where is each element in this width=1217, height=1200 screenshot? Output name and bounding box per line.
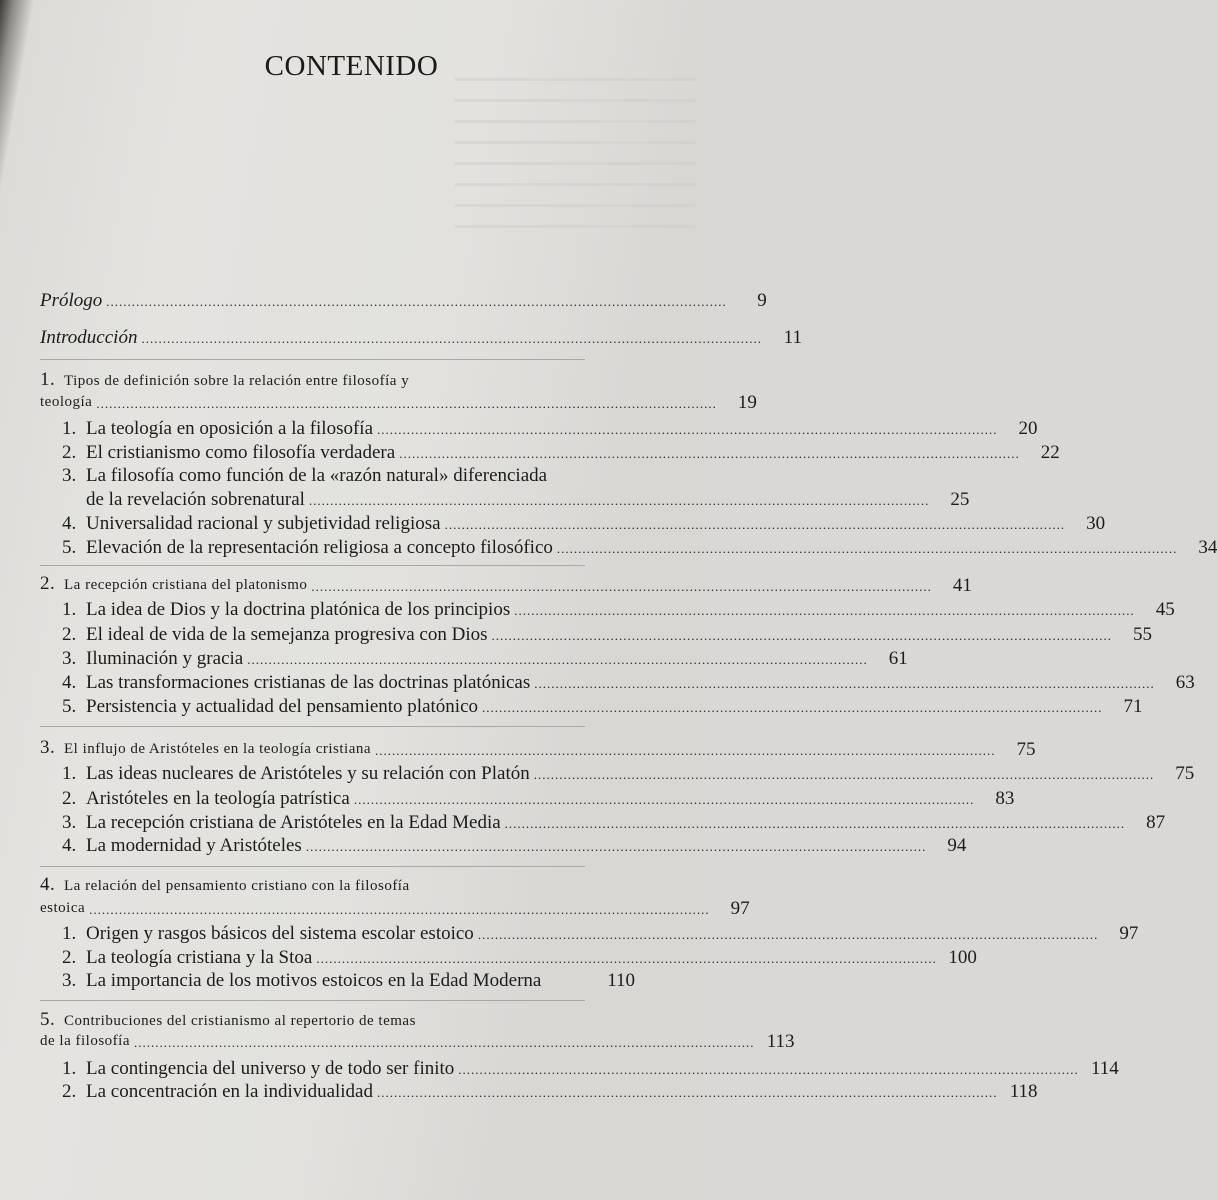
section-title: La teología cristiana y la Stoa <box>86 947 313 968</box>
chapter-4-title <box>40 873 410 898</box>
page-number: 63 <box>1175 672 1195 693</box>
chapter-title-line1: Contribuciones del cristianismo al repertorio de temas <box>64 1013 416 1029</box>
section-number: 2. <box>62 788 77 809</box>
page-number: 41 <box>952 575 972 596</box>
section-4-1 <box>62 922 1139 945</box>
chapter-1-entry <box>40 391 757 414</box>
section-title: Persistencia y actualidad del pensamiento platónico <box>86 696 479 717</box>
section-2-1 <box>62 598 1175 621</box>
chapter-number: 3. <box>40 737 56 758</box>
chapter-number: 5. <box>40 1009 56 1030</box>
section-title: El ideal de vida de la semejanza progresiva con Dios <box>86 624 488 645</box>
chapter-title-line2: teología <box>40 394 93 410</box>
separator <box>40 1000 585 1001</box>
dot-leader: .................................................................................................................................................. <box>458 1062 1079 1077</box>
page-number: 94 <box>947 835 967 856</box>
section-title: La recepción cristiana de Aristóteles en la Edad Media <box>86 812 501 833</box>
section-title: Las transformaciones cristianas de las doctrinas platónicas <box>86 672 531 693</box>
section-number: 4. <box>62 835 77 856</box>
chapter-title-line2: de la filosofía <box>40 1033 130 1049</box>
page-number: 11 <box>783 327 802 348</box>
chapter-2-entry <box>40 572 972 597</box>
dot-leader: .................................................................................................................................................. <box>482 700 1103 715</box>
page-number: 110 <box>607 970 635 991</box>
section-number: 1. <box>62 418 77 439</box>
section-number: 1. <box>62 599 77 620</box>
chapter-title: El influjo de Aristóteles en la teología cristiana <box>64 741 372 757</box>
page-number: 19 <box>737 392 757 413</box>
section-number: 2. <box>62 1081 77 1102</box>
page-number: 34 <box>1198 537 1217 558</box>
page-number: 61 <box>888 648 908 669</box>
section-number: 2. <box>62 947 77 968</box>
section-title: La importancia de los motivos estoicos en la Edad Moderna <box>86 970 542 991</box>
section-title: Universalidad racional y subjetividad religiosa <box>86 513 441 534</box>
section-number: 1. <box>62 923 77 944</box>
section-4-2 <box>62 946 977 969</box>
section-title: Iluminación y gracia <box>86 648 244 669</box>
dot-leader: .................................................................................................................................................. <box>308 493 930 508</box>
page-number: 55 <box>1133 624 1152 645</box>
dot-leader: .................................................................................................................................................. <box>534 676 1155 691</box>
section-5-1 <box>62 1057 1119 1080</box>
section-2-4 <box>62 671 1195 694</box>
dot-leader: .................................................................................................................................................. <box>477 927 1099 942</box>
page-number: 22 <box>1040 442 1060 463</box>
chapter-title-line1: La relación del pensamiento cristiano con la filosofía <box>64 878 410 894</box>
section-number: 5. <box>62 537 77 558</box>
section-title-line1: La filosofía como función de la «razón natural» diferenciada <box>86 465 548 486</box>
section-1-5 <box>62 536 1217 559</box>
section-number: 5. <box>62 696 77 717</box>
section-title: La idea de Dios y la doctrina platónica de los principios <box>86 599 511 620</box>
page-number: 71 <box>1123 696 1143 717</box>
dot-leader: .................................................................................................................................................. <box>556 541 1178 556</box>
section-1-3 <box>62 488 970 511</box>
section-4-3 <box>62 969 635 992</box>
entry-title: Introducción <box>40 327 138 348</box>
section-title: El cristianismo como filosofía verdadera <box>86 442 396 463</box>
separator <box>40 565 585 566</box>
section-number: 1. <box>62 763 77 784</box>
page-number: 114 <box>1091 1058 1119 1079</box>
page-number: 75 <box>1016 739 1036 760</box>
dot-leader: .................................................................................................................................................. <box>377 422 998 437</box>
section-title: La modernidad y Aristóteles <box>86 835 302 856</box>
separator <box>40 359 585 360</box>
section-1-1 <box>62 417 1038 440</box>
section-number: 3. <box>62 812 77 833</box>
dot-leader: .................................................................................................................................................. <box>353 792 975 807</box>
section-number: 3. <box>62 970 77 991</box>
entry-title: Prólogo <box>40 290 103 311</box>
chapter-3-entry <box>40 736 1036 761</box>
separator <box>40 726 585 727</box>
page-number: 87 <box>1146 812 1166 833</box>
dot-leader: .................................................................................................................................................. <box>375 743 996 758</box>
toc-entry-introduccion <box>40 326 802 349</box>
section-number: 4. <box>62 672 77 693</box>
section-title: Elevación de la representación religiosa a concepto filosófico <box>86 537 553 558</box>
section-number: 3. <box>62 465 77 486</box>
chapter-number: 1. <box>40 369 56 390</box>
section-title: Las ideas nucleares de Aristóteles y su relación con Platón <box>86 763 530 784</box>
dot-leader: .................................................................................................................................................. <box>133 1035 755 1050</box>
chapter-4-entry <box>40 897 750 920</box>
dot-leader: .................................................................................................................................................. <box>141 331 762 346</box>
chapter-1-title <box>40 368 409 393</box>
page-number: 45 <box>1155 599 1175 620</box>
section-1-2 <box>62 441 1060 464</box>
section-3-1 <box>62 762 1195 785</box>
page-number: 30 <box>1086 513 1106 534</box>
page-number: 97 <box>1119 923 1139 944</box>
section-title: La concentración en la individualidad <box>86 1081 373 1102</box>
section-number: 1. <box>62 1058 77 1079</box>
dot-leader: .................................................................................................................................................. <box>311 579 932 594</box>
toc-entry-prologo <box>40 289 767 312</box>
section-number: 2. <box>62 624 77 645</box>
chapter-5-entry <box>40 1030 795 1053</box>
page-number: 97 <box>730 898 750 919</box>
page-number: 25 <box>950 489 970 510</box>
section-title-line2: de la revelación sobrenatural <box>86 489 305 510</box>
section-2-3 <box>62 647 908 670</box>
page-number: 75 <box>1175 763 1195 784</box>
page-title: CONTENIDO <box>264 50 439 82</box>
section-title: La teología en oposición a la filosofía <box>86 418 374 439</box>
section-2-5 <box>62 695 1143 718</box>
section-1-3-line1 <box>62 464 635 487</box>
section-3-4 <box>62 834 967 857</box>
dot-leader: .................................................................................................................................................. <box>444 517 1066 532</box>
page-number: 83 <box>995 788 1015 809</box>
dot-leader: .................................................................................................................................................. <box>399 446 1020 461</box>
page-number: 20 <box>1018 418 1038 439</box>
section-title: Origen y rasgos básicos del sistema escolar estoico <box>86 923 474 944</box>
dot-leader: .................................................................................................................................................. <box>89 902 710 917</box>
page-number: 9 <box>757 290 767 311</box>
chapter-title-line2: estoica <box>40 900 86 916</box>
section-1-4 <box>62 512 1106 535</box>
dot-leader: .................................................................................................................................................. <box>316 951 937 966</box>
page-number: 113 <box>766 1031 795 1052</box>
dot-leader: .................................................................................................................................................. <box>491 628 1112 643</box>
section-number: 4. <box>62 513 77 534</box>
dot-leader: .................................................................................................................................................. <box>504 816 1126 831</box>
dot-leader: .................................................................................................................................................. <box>533 767 1155 782</box>
section-title: La contingencia del universo y de todo ser finito <box>86 1058 455 1079</box>
chapter-number: 4. <box>40 874 56 895</box>
dot-leader: .................................................................................................................................................. <box>106 294 727 309</box>
section-number: 2. <box>62 442 77 463</box>
dot-leader: .................................................................................................................................................. <box>305 839 927 854</box>
dot-leader: .................................................................................................................................................. <box>247 652 868 667</box>
separator <box>40 866 585 867</box>
dot-leader: .................................................................................................................................................. <box>377 1085 998 1100</box>
dot-leader: .................................................................................................................................................. <box>514 603 1135 618</box>
section-3-2 <box>62 787 1015 810</box>
section-3-3 <box>62 811 1166 834</box>
dot-leader: .................................................................................................................................................. <box>96 396 717 411</box>
section-2-2 <box>62 623 1152 646</box>
page-number: 118 <box>1009 1081 1038 1102</box>
section-title: Aristóteles en la teología patrística <box>86 788 350 809</box>
chapter-title: La recepción cristiana del platonismo <box>64 577 308 593</box>
page-number: 100 <box>948 947 977 968</box>
chapter-title-line1: Tipos de definición sobre la relación entre filosofía y <box>64 373 410 389</box>
chapter-number: 2. <box>40 573 56 594</box>
section-5-2 <box>62 1080 1038 1103</box>
section-number: 3. <box>62 648 77 669</box>
bleed-through-text <box>455 60 695 290</box>
